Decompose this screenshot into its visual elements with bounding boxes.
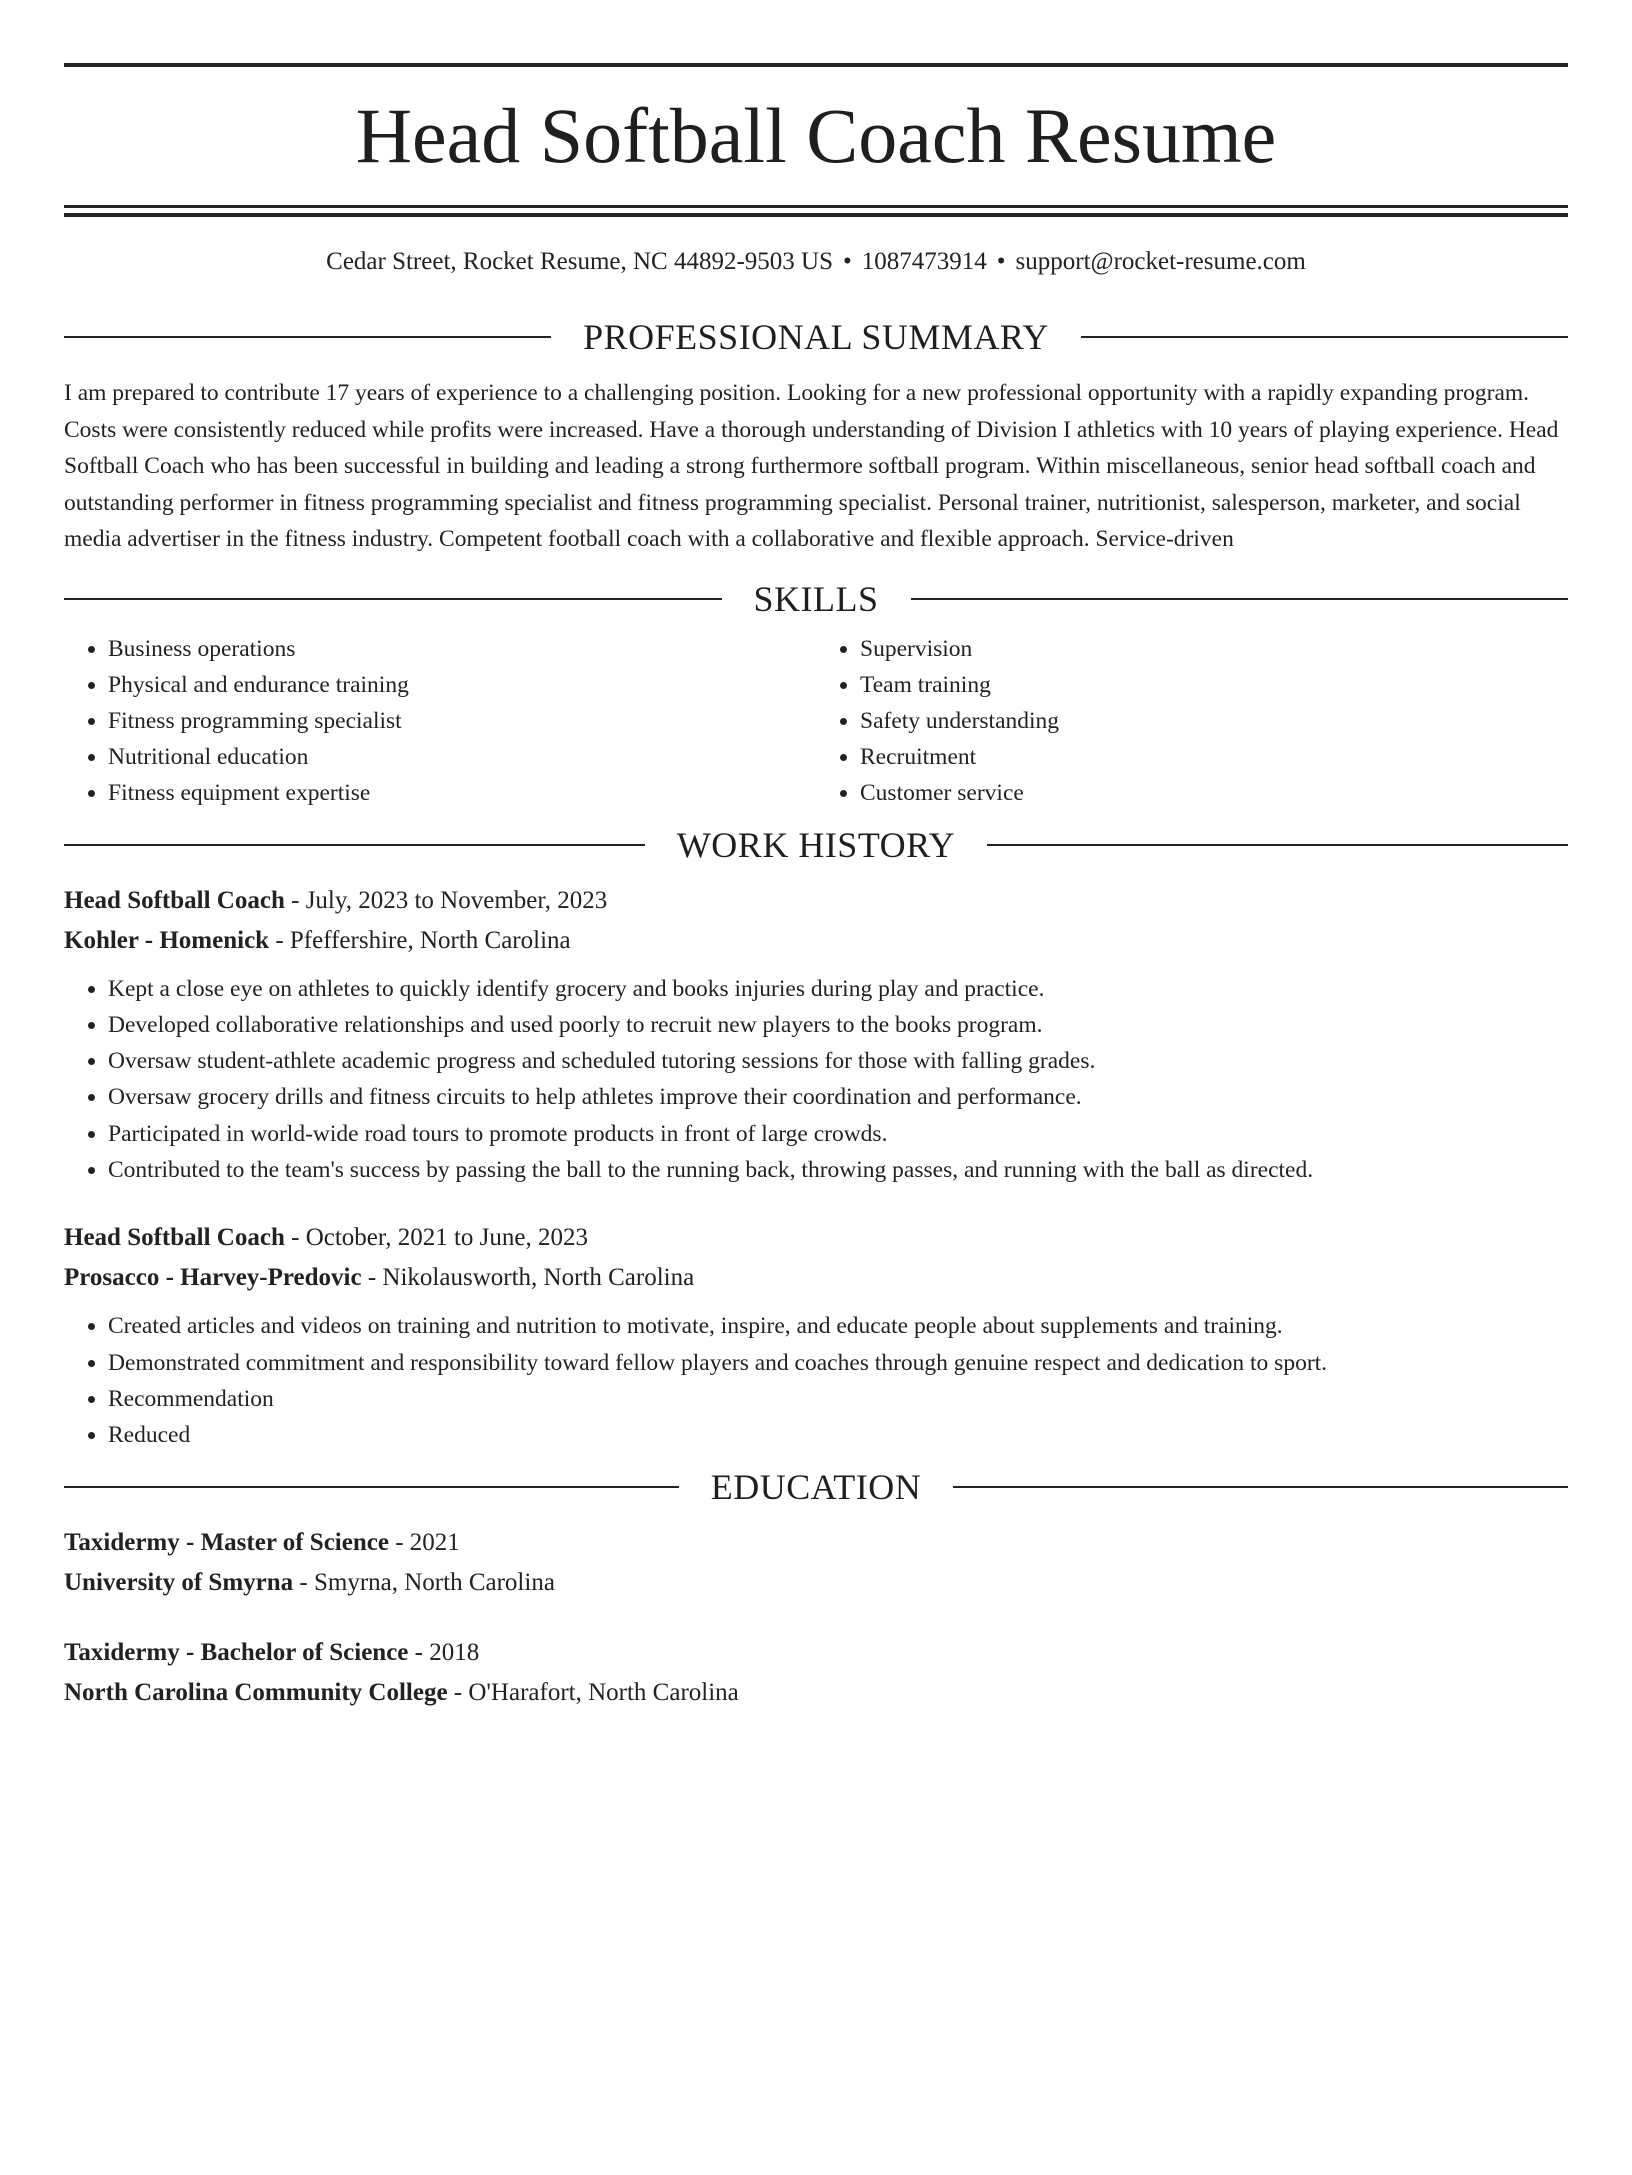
- skill-item: • Business operations: [108, 631, 816, 667]
- contact-separator: •: [996, 248, 1006, 275]
- education-school-line: [64, 1673, 1568, 1713]
- job-company-line: [64, 1258, 1568, 1298]
- section-title: PROFESSIONAL SUMMARY: [583, 317, 1049, 357]
- contact-phone: 1087473914: [861, 248, 987, 275]
- skill-item: • Nutritional education: [108, 739, 816, 775]
- job-location: Nikolausworth, North Carolina: [382, 1264, 695, 1292]
- section-heading-work: [64, 825, 1568, 865]
- dash: -: [388, 1529, 410, 1557]
- dash: -: [284, 886, 306, 914]
- job-company: Prosacco - Harvey-Predovic: [64, 1264, 362, 1292]
- job-title: Head Softball Coach: [64, 1224, 285, 1252]
- job-entry: [64, 881, 1568, 1189]
- heading-rule: [64, 1486, 679, 1488]
- skill-item: • Physical and endurance training: [108, 667, 816, 703]
- job-bullet: • Participated in world-wide road tours to promote products in front of large crowds.: [108, 1116, 1568, 1152]
- job-bullets: [64, 1308, 1568, 1453]
- section-heading-education: [64, 1467, 1568, 1507]
- section-title: EDUCATION: [710, 1467, 922, 1508]
- education-location: O'Harafort, North Carolina: [468, 1679, 739, 1707]
- job-bullet: • Demonstrated commitment and responsibility toward fellow players and coaches through genuine respect and dedication to sport.: [108, 1345, 1568, 1381]
- job-bullet: • Kept a close eye on athletes to quickly identify grocery and books injuries during play and practice.: [108, 971, 1568, 1007]
- education-degree-line: [64, 1523, 1568, 1563]
- skill-item: • Team training: [860, 667, 1568, 703]
- job-bullets: [64, 971, 1568, 1189]
- skill-item: • Customer service: [860, 775, 1568, 811]
- job-title-line: [64, 881, 1568, 921]
- summary-text: I am prepared to contribute 17 years of experience to a challenging position. Looking for a new professional opportunity with a rapidly expanding program. Costs were consistently reduced while profits were increased. Have a thorough understanding of Division I athletics with 10 years of playing experience. Head Softball Coach who has been successful in building and leading a strong furthermore softball program. Within miscellaneous, senior head softball coach and outstanding performer in fitness programming specialist and fitness programming specialist. Personal trainer, nutritionist, salesperson, marketer, and social media advertiser in the fitness industry. Competent football coach with a collaborative and flexible approach. Service-driven: [64, 380, 1559, 552]
- education-location: Smyrna, North Carolina: [313, 1569, 555, 1597]
- contact-address: Cedar Street, Rocket Resume, NC 44892-9503 US: [326, 248, 834, 275]
- dash: -: [361, 1264, 383, 1292]
- education-school: North Carolina Community College: [64, 1679, 448, 1707]
- skills-list: [64, 631, 1568, 811]
- education-school: University of Smyrna: [64, 1569, 294, 1597]
- job-bullet: • Created articles and videos on training and nutrition to motivate, inspire, and educate people about supplements and training.: [108, 1308, 1568, 1344]
- dash: -: [293, 1569, 314, 1597]
- contact-email: support@rocket-resume.com: [1015, 248, 1306, 275]
- job-title-line: [64, 1218, 1568, 1258]
- heading-rule: [911, 598, 1569, 600]
- resume-title: Head Softball Coach Resume: [355, 92, 1277, 179]
- education-entry: [64, 1523, 1568, 1603]
- title-double-divider: [64, 205, 1568, 217]
- contact-line: [64, 245, 1568, 279]
- job-dates: October, 2021 to June, 2023: [305, 1224, 588, 1252]
- section-title: SKILLS: [753, 578, 879, 619]
- skill-item: • Safety understanding: [860, 703, 1568, 739]
- job-location: Pfeffershire, North Carolina: [289, 926, 571, 954]
- section-heading-skills: [64, 579, 1568, 619]
- dash: -: [447, 1679, 469, 1707]
- education-degree: Taxidermy - Master of Science: [64, 1529, 389, 1557]
- section-title: WORK HISTORY: [676, 824, 956, 865]
- dash: -: [269, 926, 290, 954]
- heading-rule: [64, 844, 645, 846]
- skill-item: • Fitness programming specialist: [108, 703, 816, 739]
- heading-rule: [953, 1486, 1568, 1488]
- job-dates: July, 2023 to November, 2023: [305, 886, 608, 914]
- dash: -: [408, 1639, 430, 1667]
- resume-page: [0, 63, 1632, 2175]
- dash: -: [284, 1224, 306, 1252]
- job-bullet: • Reduced: [108, 1417, 1568, 1453]
- skills-column-right: [816, 631, 1568, 811]
- education-year: 2018: [429, 1639, 480, 1667]
- heading-rule: [64, 336, 551, 338]
- education-degree: Taxidermy - Bachelor of Science: [64, 1639, 409, 1667]
- skill-item: • Supervision: [860, 631, 1568, 667]
- section-heading-summary: [64, 317, 1568, 357]
- skill-item: • Recruitment: [860, 739, 1568, 775]
- education-entry: [64, 1633, 1568, 1713]
- job-bullet: • Recommendation: [108, 1381, 1568, 1417]
- education-school-line: [64, 1563, 1568, 1603]
- job-entry: [64, 1218, 1568, 1453]
- job-bullet: • Oversaw student-athlete academic progress and scheduled tutoring sessions for those with falling grades.: [108, 1043, 1568, 1079]
- skill-item: • Fitness equipment expertise: [108, 775, 816, 811]
- heading-rule: [64, 598, 722, 600]
- job-bullet: • Contributed to the team's success by passing the ball to the running back, throwing passes, and running with the ball as directed.: [108, 1152, 1568, 1188]
- job-bullet: • Developed collaborative relationships and used poorly to recruit new players to the books program.: [108, 1007, 1568, 1043]
- skills-column-left: [64, 631, 816, 811]
- heading-rule: [987, 844, 1568, 846]
- job-company-line: [64, 921, 1568, 961]
- job-bullet: • Oversaw grocery drills and fitness circuits to help athletes improve their coordination and performance.: [108, 1079, 1568, 1115]
- heading-rule: [1081, 336, 1568, 338]
- contact-separator: •: [843, 248, 852, 275]
- education-year: 2021: [409, 1529, 460, 1557]
- job-company: Kohler - Homenick: [64, 926, 270, 954]
- education-degree-line: [64, 1633, 1568, 1673]
- job-title: Head Softball Coach: [64, 886, 285, 914]
